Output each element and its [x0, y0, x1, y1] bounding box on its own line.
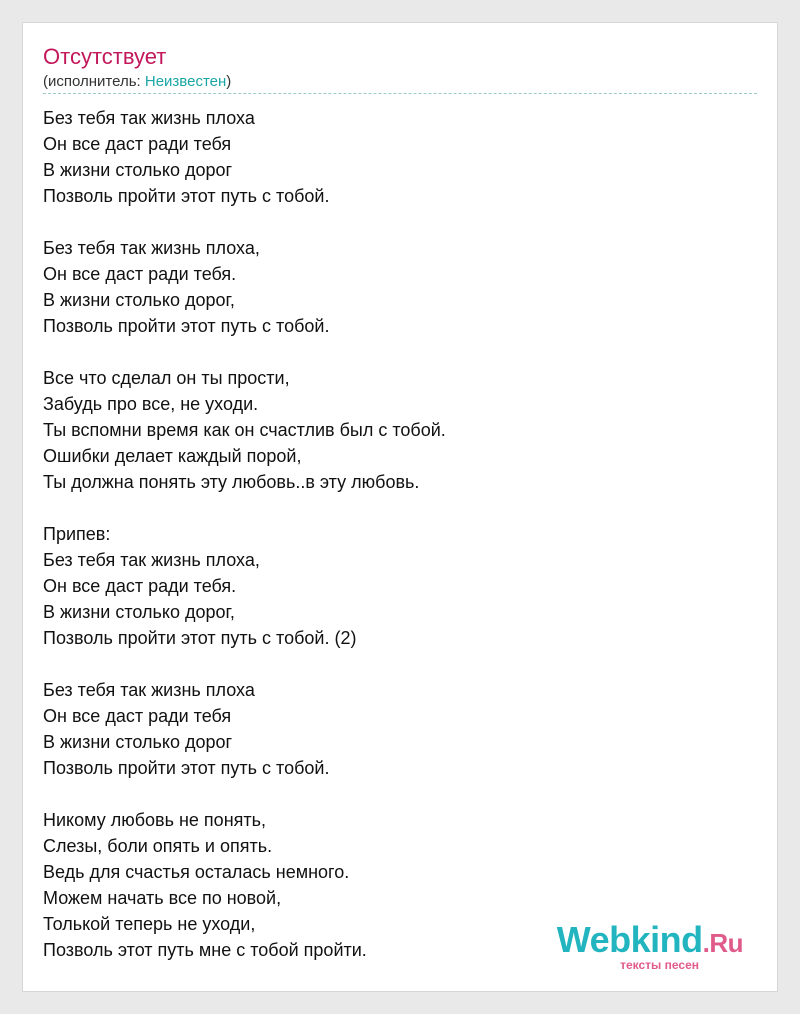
lyrics-line: Ведь для счастья осталась немного. — [43, 862, 350, 882]
lyrics-line: Припев: — [43, 524, 111, 544]
artist-suffix: ) — [226, 73, 232, 90]
lyrics-line: В жизни столько дорог, — [43, 290, 235, 310]
lyrics-line: В жизни столько дорог, — [43, 602, 235, 622]
lyrics-line: В жизни столько дорог — [43, 732, 233, 752]
lyrics-line: Он все даст ради тебя. — [43, 264, 237, 284]
artist-prefix: (исполнитель: — [43, 73, 145, 90]
lyrics-line: Он все даст ради тебя — [43, 706, 232, 726]
logo-tld: .Ru — [702, 928, 743, 958]
lyrics-line: Можем начать все по новой, — [43, 888, 282, 908]
lyrics-line: Ты должна понять эту любовь..в эту любовь. — [43, 472, 420, 492]
lyrics-line: Без тебя так жизнь плоха — [43, 680, 255, 700]
lyrics-stanza — [43, 365, 743, 495]
lyrics-line: Толькой теперь не уходи, — [43, 914, 256, 934]
lyrics-line: Позволь пройти этот путь с тобой. — [43, 758, 330, 778]
lyrics-line: Без тебя так жизнь плоха, — [43, 238, 260, 258]
logo-tagline: тексты песен — [620, 958, 699, 972]
song-title: Отсутствует — [43, 44, 167, 69]
lyrics-stanza — [43, 105, 743, 209]
lyrics-body — [43, 105, 743, 989]
lyrics-line: Позволь пройти этот путь с тобой. — [43, 186, 330, 206]
logo-wordmark — [556, 919, 743, 961]
lyrics-line: В жизни столько дорог — [43, 160, 233, 180]
lyrics-card — [22, 22, 778, 992]
logo-name: Webkind — [556, 919, 703, 960]
lyrics-line: Он все даст ради тебя. — [43, 576, 237, 596]
lyrics-line: Без тебя так жизнь плоха — [43, 108, 255, 128]
lyrics-line: Ты вспомни время как он счастлив был с тобой. — [43, 420, 446, 440]
lyrics-line: Позволь пройти этот путь с тобой. (2) — [43, 628, 357, 648]
artist-link[interactable]: Неизвестен — [144, 73, 227, 90]
artist-line — [43, 73, 231, 91]
lyrics-line: Позволь пройти этот путь с тобой. — [43, 316, 330, 336]
lyrics-line: Забудь про все, не уходи. — [43, 394, 259, 414]
lyrics-line: Он все даст ради тебя — [43, 134, 232, 154]
lyrics-line: Слезы, боли опять и опять. — [43, 836, 273, 856]
lyrics-line: Никому любовь не понять, — [43, 810, 267, 830]
lyrics-stanza — [43, 235, 743, 339]
lyrics-line: Позволь этот путь мне с тобой пройти. — [43, 940, 367, 960]
lyrics-line: Без тебя так жизнь плоха, — [43, 550, 260, 570]
lyrics-line: Все что сделал он ты прости, — [43, 368, 290, 388]
lyrics-line: Ошибки делает каждый порой, — [43, 446, 302, 466]
header-divider — [43, 93, 757, 94]
site-logo[interactable] — [556, 919, 743, 972]
lyrics-stanza — [43, 677, 743, 781]
lyrics-stanza — [43, 521, 743, 651]
